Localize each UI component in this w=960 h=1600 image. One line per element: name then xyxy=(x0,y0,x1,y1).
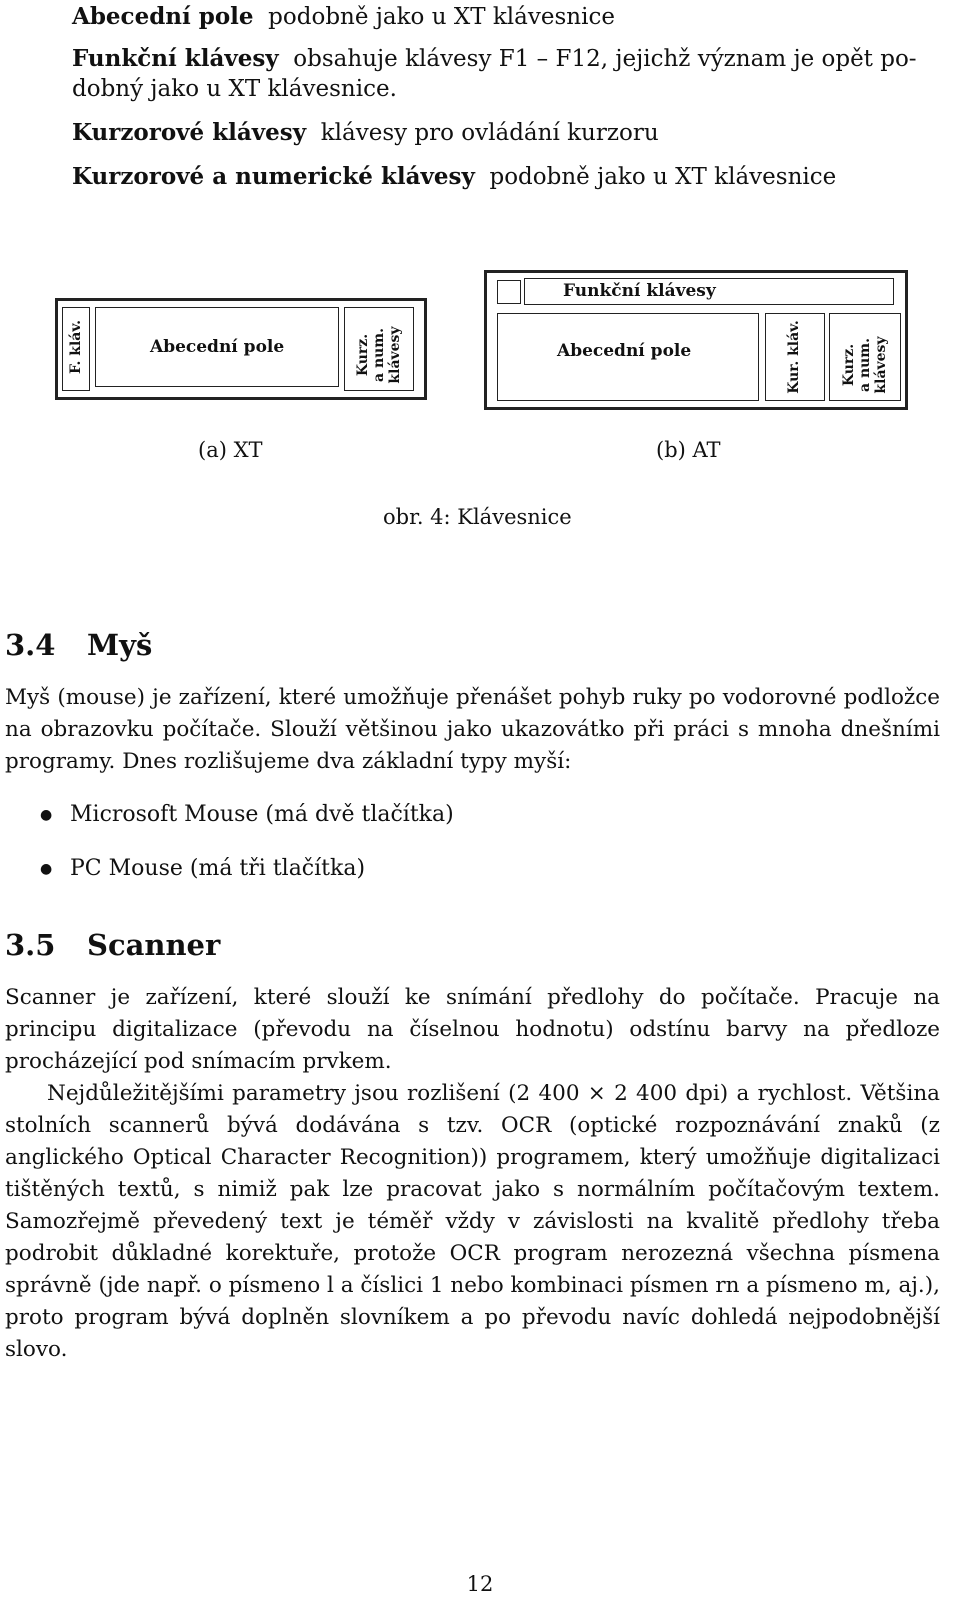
definition-term: Kurzorové klávesy xyxy=(72,119,307,146)
figure-caption: obr. 4: Klávesnice xyxy=(383,505,572,529)
definition-desc: obsahuje klávesy F1 – F12, jejichž význam je opět po- xyxy=(293,46,917,72)
section-title: Myš xyxy=(87,628,153,662)
xt-function-keys-label: F. kláv. xyxy=(68,320,84,374)
at-cursor-keys-label: Kur. kláv. xyxy=(786,320,802,394)
list-item-text: PC Mouse (má tři tlačítka) xyxy=(70,856,366,881)
list-item-text: Microsoft Mouse (má dvě tlačítka) xyxy=(70,802,454,827)
xt-keyboard-diagram xyxy=(55,298,427,400)
definition-term: Abecední pole xyxy=(72,3,254,30)
xt-kurz-line2: a num. xyxy=(371,328,387,382)
section-heading-scanner xyxy=(5,928,220,962)
xt-cursor-numeric-label xyxy=(355,313,403,397)
at-corner-block xyxy=(497,280,521,304)
xt-alpha-label: Abecední pole xyxy=(150,337,285,357)
definition-funkcni xyxy=(72,42,917,76)
at-kurz-line1: Kurz. xyxy=(841,343,857,387)
definition-term: Kurzorové a numerické klávesy xyxy=(72,163,475,190)
xt-kurz-line1: Kurz. xyxy=(355,333,371,377)
at-cursor-numeric-label xyxy=(841,323,889,407)
definition-kurzorove xyxy=(72,116,659,150)
section-heading-mys xyxy=(5,628,152,662)
at-kurz-line2: a num. xyxy=(857,338,873,392)
definition-desc: klávesy pro ovládání kurzoru xyxy=(320,120,659,146)
bullet-icon: ● xyxy=(40,861,53,877)
paragraph-scanner-2: Nejdůležitějšími parametry jsou rozlišení (2 400 × 2 400 dpi) a rychlost. Většina stolních scannerů bývá dodávána s tzv. OCR (optické rozpoznávání znaků (z anglického Optical Character Recognition)) programem, který umožňuje digitalizaci tištěných textů, s nimiž pak lze pracovat jako s normálním počítačovým textem. Samozřejmě převedený text je téměř vždy v závislosti na kvalitě předlohy třeba podrobit důkladné korektuře, protože OCR program nerozezná všechna písmena správně (jde např. o písmeno l a číslici 1 nebo kombinaci písmen rn a písmeno m, aj.), proto program bývá doplněn slovníkem a po převodu navíc dohledá nejpodobnější slovo. xyxy=(5,1081,940,1362)
at-kurz-line3: klávesy xyxy=(873,336,889,394)
subfigure-caption-at: (b) AT xyxy=(656,438,721,462)
list-item xyxy=(40,856,365,881)
definition-desc: podobně jako u XT klávesnice xyxy=(489,164,837,190)
definition-desc: podobně jako u XT klávesnice xyxy=(268,4,615,30)
section-number: 3.5 xyxy=(5,928,56,962)
section-title: Scanner xyxy=(87,928,221,962)
definition-funkcni-cont xyxy=(72,72,397,106)
list-item xyxy=(40,802,454,827)
bullet-icon: ● xyxy=(40,807,53,823)
section-number: 3.4 xyxy=(5,628,56,662)
definition-term: Funkční klávesy xyxy=(72,45,279,72)
at-keyboard-diagram xyxy=(484,270,908,410)
paragraph-scanner-1: Scanner je zařízení, které slouží ke snímání předlohy do počítače. Pracuje na principu digitalizace (převodu na číselnou hodnotu) odstínu barvy na předloze procházející pod snímacím prvkem. xyxy=(5,985,940,1074)
page-number: 12 xyxy=(466,1572,494,1596)
definition-abecedni xyxy=(72,0,615,34)
at-alpha-label: Abecední pole xyxy=(557,341,692,361)
at-function-keys-label: Funkční klávesy xyxy=(563,281,716,301)
definition-desc-cont: dobný jako u XT klávesnice. xyxy=(72,76,397,102)
xt-kurz-line3: klávesy xyxy=(387,326,403,384)
paragraph-mys: Myš (mouse) je zařízení, které umožňuje přenášet pohyb ruky po vodorovné podložce na obrazovku počítače. Slouží většinou jako ukazovátko při práci s mnoha dnešními programy. Dnes rozlišujeme dva základní typy myší: xyxy=(5,685,940,774)
definition-kurzorove-numericke xyxy=(72,160,836,194)
subfigure-caption-xt: (a) XT xyxy=(198,438,263,462)
